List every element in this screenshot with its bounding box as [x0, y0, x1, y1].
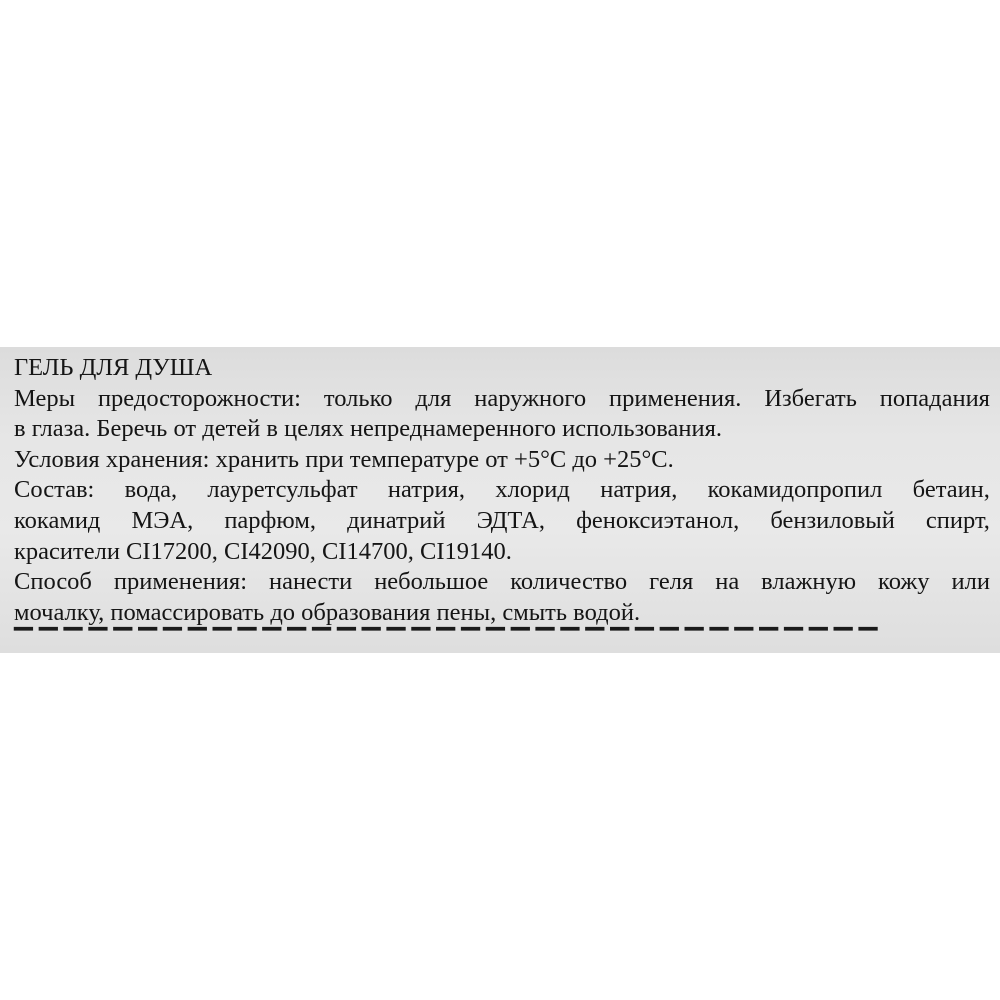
word: парфюм, [224, 506, 317, 534]
word: феноксиэтанол, [576, 506, 740, 534]
word: бетаин, [912, 476, 990, 504]
usage-line-1 [14, 567, 990, 598]
word: натрия, [600, 476, 678, 504]
word: небольшое [374, 568, 489, 596]
word: только [323, 384, 393, 412]
word: кокамидопропил [707, 476, 883, 504]
word: влажную [761, 568, 857, 596]
composition-line-3: красители CI17200, CI42090, CI14700, CI19140. [14, 537, 512, 565]
word: Способ [14, 568, 92, 596]
word: натрия, [387, 476, 466, 504]
word: для [415, 384, 452, 412]
word: геля [649, 568, 694, 596]
word: Меры [14, 384, 76, 412]
cut-off-text-line: ▔▔▔▔▔▔▔▔▔▔▔▔▔▔▔▔▔▔▔▔▔▔▔▔▔▔▔▔▔▔▔▔▔▔▔ [14, 629, 884, 653]
word: МЭА, [131, 506, 194, 534]
precautions-line-2: в глаза. Беречь от детей в целях непреднамеренного использования. [14, 415, 723, 443]
word: количество [510, 568, 628, 596]
word: вода, [124, 476, 178, 504]
word: лауретсульфат [207, 476, 358, 504]
composition-line-1 [14, 475, 990, 506]
label-title: ГЕЛЬ ДЛЯ ДУША [14, 354, 213, 381]
word: спирт, [925, 506, 990, 534]
word: кожу [878, 568, 930, 596]
word: или [951, 568, 990, 596]
word: применения. [608, 384, 742, 412]
usage-line-2: мочалку, помассировать до образования пены, смыть водой. [14, 598, 641, 626]
precautions-line-1 [14, 384, 990, 415]
composition-line-2 [14, 506, 990, 537]
label-text-block [14, 353, 990, 653]
word: кокамид [14, 506, 101, 534]
word: наружного [474, 384, 587, 412]
word: хлорид [495, 476, 570, 504]
word: нанести [268, 568, 353, 596]
storage-conditions: Условия хранения: хранить при температуре от +5°С до +25°С. [14, 445, 674, 473]
word: ЭДТА, [476, 506, 545, 534]
word: динатрий [347, 506, 446, 534]
word: Состав: [14, 476, 95, 504]
word: бензиловый [770, 506, 895, 534]
product-label [0, 347, 1000, 653]
word: Избегать [764, 384, 857, 412]
word: попадания [879, 384, 990, 412]
word: применения: [113, 568, 247, 596]
word: предосторожности: [97, 384, 301, 412]
word: на [715, 568, 740, 596]
